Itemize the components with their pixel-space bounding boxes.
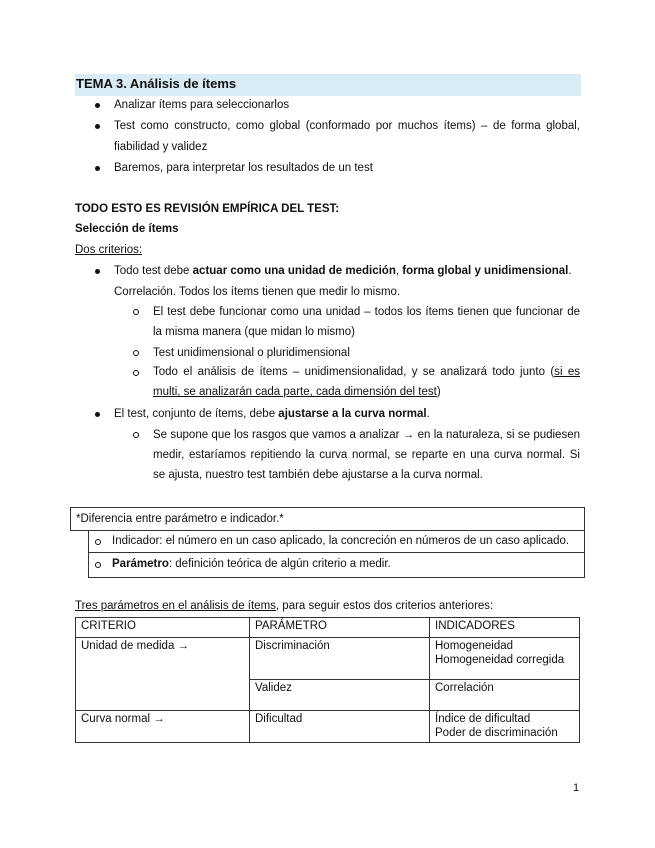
sub-bullet-icon bbox=[133, 432, 139, 438]
criterion-2-sub-1: Se supone que los rasgos que vamos a analizar → en la naturaleza, si se pudiesen bbox=[153, 429, 580, 441]
criterion-1-line-2: Correlación. Todos los ítems tienen que medir lo mismo. bbox=[114, 286, 401, 298]
intro-bullet-3: Baremos, para interpretar los resultados de un test bbox=[114, 162, 373, 174]
table-cell bbox=[430, 711, 580, 743]
sub-bullet-icon bbox=[133, 370, 139, 376]
bullet-icon bbox=[95, 124, 100, 129]
table-cell: Unidad de medida → bbox=[76, 638, 250, 711]
criterion-1-line-1: Todo test debe actuar como una unidad de medición, forma global y unidimensional. bbox=[114, 265, 572, 277]
table-header-cell: CRITERIO bbox=[76, 618, 250, 638]
criterion-2-sub-3: se ajusta, nuestro test también debe ajustarse a la curva normal. bbox=[153, 469, 483, 481]
table-cell: Curva normal → bbox=[76, 711, 250, 743]
intro-bullet-2: Test como constructo, como global (conformado por muchos ítems) – de forma global, bbox=[114, 120, 580, 132]
criterion-1-sub-2: Test unidimensional o pluridimensional bbox=[153, 347, 350, 359]
sub-bullet-icon bbox=[133, 309, 139, 315]
note-row-1: Indicador: el número en un caso aplicado, la concreción en números de un caso aplicado. bbox=[112, 535, 570, 547]
bullet-icon bbox=[95, 103, 100, 108]
table-cell bbox=[430, 638, 580, 680]
indicator-text: Homogeneidad bbox=[435, 640, 514, 652]
criterion-1-sub-1-cont: la misma manera (que midan lo mismo) bbox=[153, 326, 355, 338]
table-row bbox=[76, 638, 580, 680]
criterion-1-sub-3: Todo el análisis de ítems – unidimensionalidad, y se analizará todo junto (si es bbox=[153, 366, 580, 378]
table-header-row bbox=[76, 618, 580, 638]
table-row bbox=[76, 711, 580, 743]
table-cell: Discriminación bbox=[250, 638, 430, 680]
criterion-2-sub-2: medir, estaríamos repitiendo la curva normal, se reparte en una curva normal. Si bbox=[153, 449, 580, 461]
intro-bullet-2-cont: fiabilidad y validez bbox=[114, 141, 208, 153]
parameters-table bbox=[75, 617, 580, 743]
sub-bullet-icon bbox=[95, 539, 101, 545]
criterion-1-sub-1: El test debe funcionar como una unidad – todos los ítems tienen que funcionar de bbox=[153, 306, 580, 318]
criteria-label: Dos criterios: bbox=[75, 244, 143, 256]
section-heading: TODO ESTO ES REVISIÓN EMPÍRICA DEL TEST: bbox=[75, 203, 340, 215]
intro-bullet-1: Analizar ítems para seleccionarlos bbox=[114, 99, 290, 111]
table-header-cell: INDICADORES bbox=[430, 618, 580, 638]
criterion-2-line-1: El test, conjunto de ítems, debe ajustarse a la curva normal. bbox=[114, 408, 430, 420]
table-cell: Dificultad bbox=[250, 711, 430, 743]
bullet-icon bbox=[95, 269, 100, 274]
page-number: 1 bbox=[573, 782, 580, 794]
subheading: Selección de ítems bbox=[75, 223, 179, 235]
note-header: *Diferencia entre parámetro e indicador.* bbox=[76, 513, 284, 525]
table-header-cell: PARÁMETRO bbox=[250, 618, 430, 638]
params-intro: Tres parámetros en el análisis de ítems, para seguir estos dos criterios anteriores: bbox=[75, 600, 494, 612]
bullet-icon bbox=[95, 412, 100, 417]
bullet-icon bbox=[95, 166, 100, 171]
table-cell: Validez bbox=[250, 680, 430, 711]
sub-bullet-icon bbox=[95, 562, 101, 568]
indicator-text: Índice de dificultad bbox=[435, 713, 531, 725]
table-cell: Correlación bbox=[430, 680, 580, 711]
note-row-2: Parámetro: definición teórica de algún criterio a medir. bbox=[112, 558, 391, 570]
page-title: TEMA 3. Análisis de ítems bbox=[75, 74, 581, 96]
sub-bullet-icon bbox=[133, 350, 139, 356]
indicator-text: Poder de discriminación bbox=[435, 727, 558, 739]
indicator-text: Homogeneidad corregida bbox=[435, 654, 565, 666]
criterion-1-sub-3-cont: multi, se analizarán cada parte, cada dimensión del test) bbox=[153, 386, 441, 398]
